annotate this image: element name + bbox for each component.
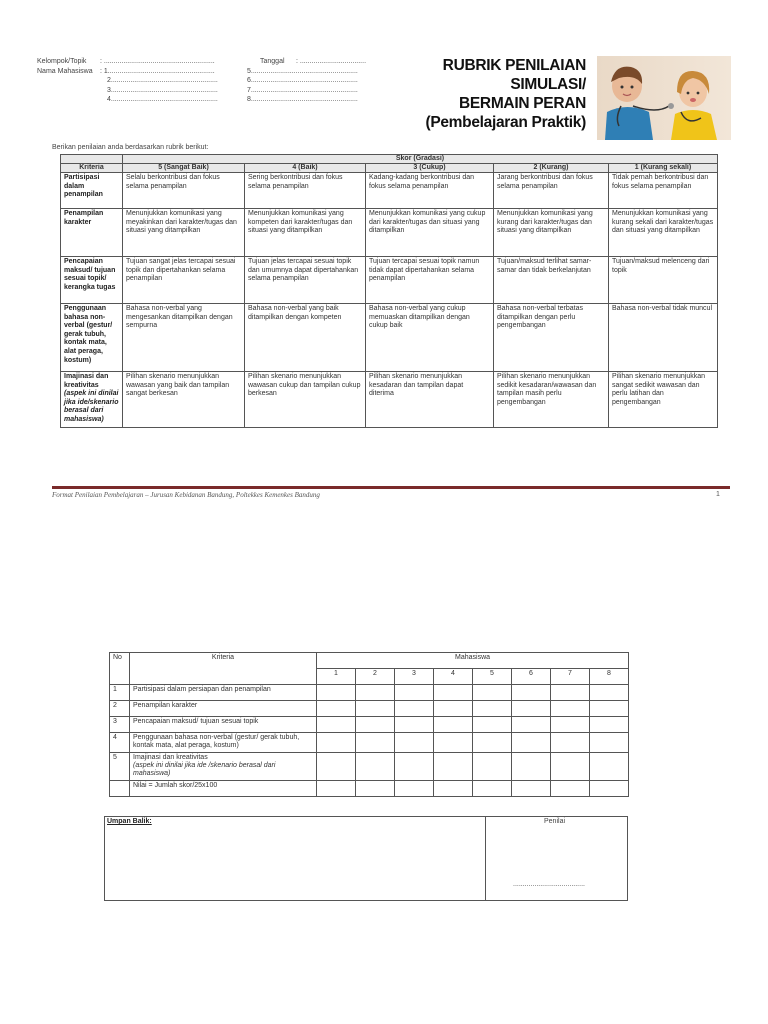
rubric-cell: Menunjukkan komunikasi yang kurang dari karakter/tugas dan situasi yang ditampilkan [494, 209, 609, 257]
rubric-cell: Pilihan skenario menunjukkan kesadaran dan tampilan dapat diterima [366, 372, 494, 428]
score-row-label-cell [130, 753, 317, 781]
student-col-6: 6 [512, 669, 551, 685]
feedback-divider [485, 816, 486, 901]
score-cell[interactable] [356, 701, 395, 717]
score-cell[interactable] [473, 685, 512, 701]
student-2: 2....................................................... [107, 77, 218, 84]
score-cell[interactable] [512, 753, 551, 781]
kelompok-label: Kelompok/Topik [37, 58, 87, 65]
score-cell[interactable] [395, 685, 434, 701]
nilai-label: Nilai = Jumlah skor/25x100 [130, 781, 317, 797]
no-header: No [110, 653, 130, 685]
mahasiswa-header: Mahasiswa [317, 653, 629, 669]
footer-text: Format Penilaian Pembelajaran – Jurusan Kebidanan Bandung, Poltekkes Kemenkes Bandung [52, 491, 320, 499]
score-cell[interactable] [473, 733, 512, 753]
score-cell[interactable] [551, 753, 590, 781]
score-row-no: 1 [110, 685, 130, 701]
score-cell[interactable] [512, 685, 551, 701]
level-header-1: 1 (Kurang sekali) [609, 164, 718, 173]
title-line-3: BERMAIN PERAN [459, 95, 586, 112]
nilai-cell[interactable] [434, 781, 473, 797]
nilai-cell[interactable] [590, 781, 629, 797]
score-cell[interactable] [395, 733, 434, 753]
score-cell[interactable] [317, 733, 356, 753]
student-3: 3....................................................... [107, 86, 218, 94]
score-cell[interactable] [434, 717, 473, 733]
document-title [425, 56, 586, 132]
score-row-label: Pencapaian maksud/ tujuan sesuai topik [130, 717, 317, 733]
rubric-row [61, 372, 718, 428]
criterion-cell: Penggunaan bahasa non-verbal (gestur/ gerak tubuh, kontak mata, alat peraga, kostum) [61, 304, 123, 372]
score-cell[interactable] [356, 685, 395, 701]
score-cell[interactable] [551, 717, 590, 733]
rubric-cell: Jarang berkontribusi dan fokus selama penampilan [494, 173, 609, 209]
score-row-no: 3 [110, 717, 130, 733]
rubric-cell: Selalu berkontribusi dan fokus selama penampilan [123, 173, 245, 209]
rubric-cell: Menunjukkan komunikasi yang kompeten dari karakter/tugas dan situasi yang ditampilkan [245, 209, 366, 257]
score-cell[interactable] [512, 733, 551, 753]
score-cell[interactable] [434, 753, 473, 781]
score-cell[interactable] [356, 753, 395, 781]
score-cell[interactable] [434, 733, 473, 753]
header-info [37, 57, 417, 105]
score-row-no: 2 [110, 701, 130, 717]
student-1: : 1....................................................... [100, 67, 215, 75]
student-8: 8....................................................... [247, 96, 358, 103]
score-row-note: (aspek ini dinilai jika ide /skenario berasal dari mahasiswa) [133, 762, 276, 777]
title-line-4: (Pembelajaran Praktik) [425, 114, 586, 131]
student-col-8: 8 [590, 669, 629, 685]
rubric-row [61, 257, 718, 304]
nilai-cell[interactable] [395, 781, 434, 797]
nilai-cell[interactable] [512, 781, 551, 797]
footer-rule [52, 486, 730, 489]
score-cell[interactable] [590, 753, 629, 781]
nilai-cell[interactable] [551, 781, 590, 797]
score-row-label: Imajinasi dan kreativitas [133, 754, 208, 761]
level-header-4: 4 (Baik) [245, 164, 366, 173]
score-cell[interactable] [590, 685, 629, 701]
rubric-cell: Menunjukkan komunikasi yang cukup dari karakter/tugas dan situasi yang ditampilkan [366, 209, 494, 257]
feedback-box[interactable] [104, 816, 628, 901]
title-line-1: RUBRIK PENILAIAN [442, 57, 586, 74]
student-col-1: 1 [317, 669, 356, 685]
score-cell[interactable] [551, 701, 590, 717]
level-header-3: 3 (Cukup) [366, 164, 494, 173]
score-row-label: Penggunaan bahasa non-verbal (gestur/ gerak tubuh, kontak mata, alat peraga, kostum) [130, 733, 317, 753]
signature-line[interactable]: ..................................... [513, 881, 585, 888]
nilai-cell[interactable] [473, 781, 512, 797]
score-cell[interactable] [356, 717, 395, 733]
rubric-cell: Bahasa non-verbal tidak muncul [609, 304, 718, 372]
nama-label: Nama Mahasiswa [37, 67, 93, 75]
title-line-2: SIMULASI/ [510, 76, 586, 93]
score-cell[interactable] [395, 753, 434, 781]
score-cell[interactable] [317, 701, 356, 717]
rubric-cell: Tujuan tercapai sesuai topik namun tidak dapat dipertahankan selama penampilan [366, 257, 494, 304]
rubric-row [61, 173, 718, 209]
score-cell[interactable] [551, 685, 590, 701]
score-row-label: Penampilan karakter [130, 701, 317, 717]
penilai-label: Penilai [544, 818, 566, 825]
criterion-cell: Penampilan karakter [61, 209, 123, 257]
rubric-cell: Menunjukkan komunikasi yang meyakinkan dari karakter/tugas dan situasi yang ditampilkan [123, 209, 245, 257]
rubric-row [61, 304, 718, 372]
score-row [110, 701, 629, 717]
score-row [110, 753, 629, 781]
rubric-cell: Tujuan/maksud terlihat samar-samar dan tidak berkelanjutan [494, 257, 609, 304]
rubric-cell: Pilihan skenario menunjukkan sedikit kesadaran/wawasan dan tampilan masih perlu pengembangan [494, 372, 609, 428]
score-cell[interactable] [356, 733, 395, 753]
score-row [110, 717, 629, 733]
criterion-cell [61, 372, 123, 428]
student-col-5: 5 [473, 669, 512, 685]
score-cell[interactable] [317, 685, 356, 701]
rubric-cell: Pilihan skenario menunjukkan wawasan yang baik dan tampilan sangat berkesan [123, 372, 245, 428]
student-7: 7....................................................... [247, 86, 358, 94]
tanggal-label: Tanggal [260, 58, 285, 65]
score-row-no: 5 [110, 753, 130, 781]
nilai-cell[interactable] [356, 781, 395, 797]
rubric-cell: Tujuan/maksud melenceng dari topik [609, 257, 718, 304]
rubric-cell: Tujuan sangat jelas tercapai sesuai topik dan dipertahankan selama penampilan [123, 257, 245, 304]
student-col-3: 3 [395, 669, 434, 685]
score-cell[interactable] [512, 717, 551, 733]
score-cell[interactable] [551, 733, 590, 753]
rubric-cell: Bahasa non-verbal yang cukup memuaskan ditampilkan dengan cukup baik [366, 304, 494, 372]
rubric-cell: Tidak pernah berkontribusi dan fokus selama penampilan [609, 173, 718, 209]
score-cell[interactable] [473, 717, 512, 733]
tanggal-value: : .................................. [296, 58, 367, 65]
rubric-cell: Menunjukkan komunikasi yang kurang sekali dari karakter/tugas dan situasi yang ditampilkan [609, 209, 718, 257]
score-cell[interactable] [590, 733, 629, 753]
score-cell[interactable] [590, 701, 629, 717]
student-col-4: 4 [434, 669, 473, 685]
criterion-note: (aspek ini dinilai jika ide/skenario berasal dari mahasiswa) [64, 390, 119, 423]
score-cell[interactable] [317, 717, 356, 733]
student-col-2: 2 [356, 669, 395, 685]
rubric-row [61, 209, 718, 257]
score-table [109, 652, 629, 797]
level-header-5: 5 (Sangat Baik) [123, 164, 245, 173]
score-row [110, 685, 629, 701]
rubric-table [60, 154, 718, 428]
score-cell[interactable] [434, 701, 473, 717]
score-cell[interactable] [473, 753, 512, 781]
kriteria-header: Kriteria [61, 164, 123, 173]
criterion-cell: Pencapaian maksud/ tujuan sesuai topik/ kerangka tugas [61, 257, 123, 304]
score-cell[interactable] [590, 717, 629, 733]
criterion-cell: Partisipasi dalam penampilan [61, 173, 123, 209]
student-5: 5....................................................... [247, 67, 358, 75]
score-cell[interactable] [434, 685, 473, 701]
score-cell[interactable] [512, 701, 551, 717]
rubric-cell: Bahasa non-verbal yang mengesankan ditampilkan dengan sempurna [123, 304, 245, 372]
rubric-cell: Bahasa non-verbal terbatas ditampilkan dengan perlu pengembangan [494, 304, 609, 372]
score-row-no: 4 [110, 733, 130, 753]
rubric-cell: Sering berkontribusi dan fokus selama penampilan [245, 173, 366, 209]
rubric-cell: Pilihan skenario menunjukkan wawasan cukup dan tampilan cukup berkesan [245, 372, 366, 428]
kriteria-col-label: Kriteria [211, 654, 235, 661]
score-cell[interactable] [473, 701, 512, 717]
kriteria-col-header [130, 653, 317, 685]
student-4: 4....................................................... [107, 96, 218, 103]
nilai-no [110, 781, 130, 797]
skor-header: Skor (Gradasi) [123, 155, 718, 164]
score-row [110, 733, 629, 753]
rubric-corner [61, 155, 123, 164]
student-col-7: 7 [551, 669, 590, 685]
level-header-2: 2 (Kurang) [494, 164, 609, 173]
page-number: 1 [716, 491, 720, 498]
score-row-label: Partisipasi dalam persiapan dan penampilan [130, 685, 317, 701]
score-cell[interactable] [395, 701, 434, 717]
nilai-cell[interactable] [317, 781, 356, 797]
kelompok-value: : ......................................................... [100, 58, 215, 65]
umpan-balik-label: Umpan Balik: [107, 818, 152, 825]
nilai-row [110, 781, 629, 797]
children-doctor-photo [597, 56, 731, 140]
instruction-text: Berikan penilaian anda berdasarkan rubrik berikut: [52, 144, 209, 151]
rubric-cell: Pilihan skenario menunjukkan sangat sedikit wawasan dan perlu latihan dan pengembangan [609, 372, 718, 428]
score-cell[interactable] [317, 753, 356, 781]
score-cell[interactable] [395, 717, 434, 733]
rubric-cell: Bahasa non-verbal yang baik ditampilkan dengan kompeten [245, 304, 366, 372]
rubric-cell: Kadang-kadang berkontribusi dan fokus selama penampilan [366, 173, 494, 209]
student-6: 6....................................................... [247, 77, 358, 84]
rubric-cell: Tujuan jelas tercapai sesuai topik dan umumnya dapat dipertahankan selama penampilan [245, 257, 366, 304]
criterion-text: Imajinasi dan kreativitas [64, 373, 109, 389]
